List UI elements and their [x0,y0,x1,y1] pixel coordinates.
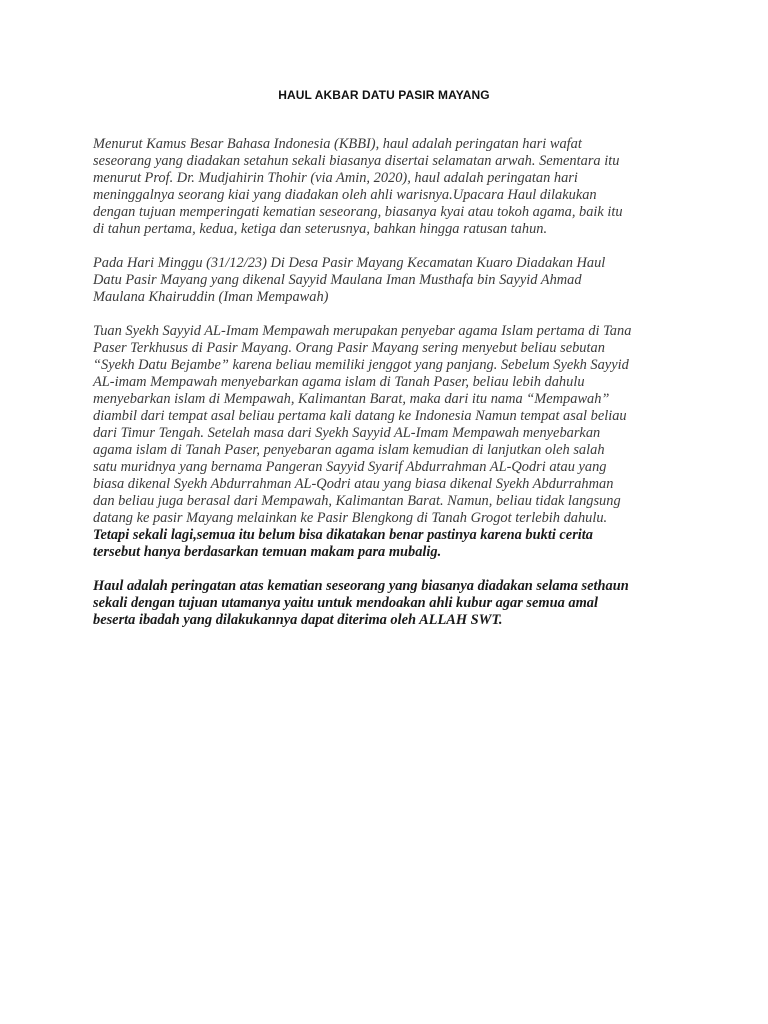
paragraph-history [93,323,693,561]
text-line: diambil dari tempat asal beliau pertama kali datang ke Indonesia Namun tempat asal beliau [93,408,627,424]
text-line: biasa dikenal Syekh Abdurrahman AL-Qodri atau yang biasa dikenal Syekh Abdurrahman [93,476,614,492]
document-body [93,136,693,629]
text-line: agama islam di Tanah Paser, penyebaran agama islam kemudian di lanjutkan oleh salah [93,442,605,458]
text-line: Maulana Khairuddin (Iman Mempawah) [93,289,329,305]
text-line-bold: Haul adalah peringatan atas kematian seseorang yang biasanya diadakan selama sethaun [93,578,629,594]
text-line: seseorang yang diadakan setahun sekali biasanya disertai selamatan arwah. Sementara itu [93,153,620,169]
text-line: Paser Terkhusus di Pasir Mayang. Orang Pasir Mayang sering menyebut beliau sebutan [93,340,605,356]
text-line-bold: tersebut hanya berdasarkan temuan makam para mubalig. [93,544,442,560]
document-title: HAUL AKBAR DATU PASIR MAYANG [278,88,490,102]
text-line: satu muridnya yang bernama Pangeran Sayyid Syarif Abdurrahman AL-Qodri atau yang [93,459,607,475]
text-line: datang ke pasir Mayang melainkan ke Pasir Blengkong di Tanah Grogot terlebih dahulu. [93,510,608,526]
text-line: meninggalnya seorang kiai yang diadakan oleh ahli warisnya.Upacara Haul dilakukan [93,187,597,203]
text-line: “Syekh Datu Bejambe” karena beliau memiliki jenggot yang panjang. Sebelum Syekh Sayyid [93,357,629,373]
text-line: Pada Hari Minggu (31/12/23) Di Desa Pasir Mayang Kecamatan Kuaro Diadakan Haul [93,255,606,271]
text-line: Menurut Kamus Besar Bahasa Indonesia (KBBI), haul adalah peringatan hari wafat [93,136,582,152]
text-line-bold: Tetapi sekali lagi,semua itu belum bisa dikatakan benar pastinya karena bukti cerita [93,527,593,543]
paragraph-event-announcement [93,255,693,306]
text-line: AL-imam Mempawah menyebarkan agama islam di Tanah Paser, beliau lebih dahulu [93,374,585,390]
text-line: dan beliau juga berasal dari Mempawah, Kalimantan Barat. Namun, beliau tidak langsung [93,493,621,509]
text-line: Datu Pasir Mayang yang dikenal Sayyid Maulana Iman Musthafa bin Sayyid Ahmad [93,272,582,288]
paragraph-haul-definition [93,136,693,238]
text-line: menyebarkan islam di Mempawah, Kalimantan Barat, maka dari itu nama “Mempawah” [93,391,610,407]
text-line-bold: beserta ibadah yang dilakukannya dapat diterima oleh ALLAH SWT. [93,612,503,628]
text-line-bold: sekali dengan tujuan utamanya yaitu untuk mendoakan ahli kubur agar semua amal [93,595,598,611]
text-line: dari Timur Tengah. Setelah masa dari Syekh Sayyid AL-Imam Mempawah menyebarkan [93,425,601,441]
text-line: menurut Prof. Dr. Mudjahirin Thohir (via Amin, 2020), haul adalah peringatan hari [93,170,578,186]
text-line: dengan tujuan memperingati kematian seseorang, biasanya kyai atau tokoh agama, baik itu [93,204,623,220]
text-line: di tahun pertama, kedua, ketiga dan seterusnya, bahkan hingga ratusan tahun. [93,221,548,237]
text-line: Tuan Syekh Sayyid AL-Imam Mempawah merupakan penyebar agama Islam pertama di Tana [93,323,632,339]
paragraph-haul-closing [93,578,693,629]
